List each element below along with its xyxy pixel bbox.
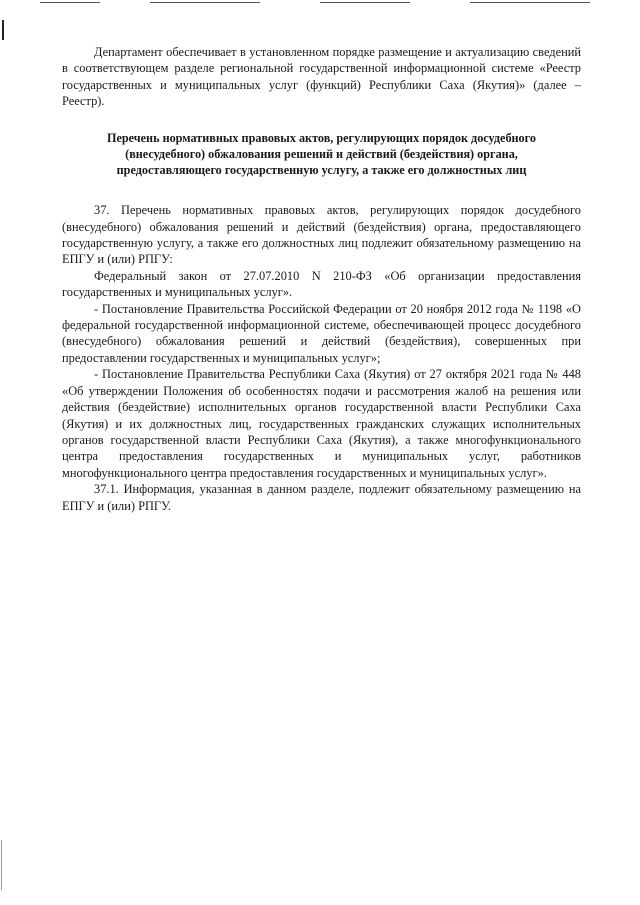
- decree-448: - Постановление Правительства Республики Саха (Якутия) от 27 октября 2021 года № 448 «Об утверждении Положения об особенностях подачи и рассмотрения жалоб на решения или действия (бездействие) исполнительных органов государственной власти Республики Саха (Якутия) и их должностных лиц, государственных гражданских служащих исполнительных органов государственной власти Республики Саха (Якутия), а также многофункционального центра предоставления государственных и муниципальных услуг, работников многофункционального центра предоставления государственных и муниципальных услуг».: [62, 367, 581, 480]
- scan-top-edge: [0, 0, 640, 6]
- paragraph-37: 37. Перечень нормативных правовых актов, регулирующих порядок досудебного (внесудебного) обжалования решений и действий (бездействия) органа, предоставляющего государственную услугу, а также его должностных лиц подлежит обязательному размещению на ЕПГУ и (или) РПГУ:: [62, 203, 581, 267]
- law-210fz: Федеральный закон от 27.07.2010 N 210-ФЗ «Об организации предоставления государственных и муниципальных услуг».: [62, 268, 581, 300]
- intro-paragraph: Департамент обеспечивает в установленном порядке размещение и актуализацию сведений в соответствующем разделе региональной государственной информационной системе «Реестр государственных и муниципальных услуг (функций) Республики Саха (Якутия)» (далее – Реестр).: [62, 45, 581, 109]
- scan-left-mark: [2, 20, 4, 40]
- scan-left-mark-bottom: [1, 840, 2, 890]
- section-title: Перечень нормативных правовых актов, регулирующих порядок досудебного (внесудебного) обжалования решений и действий (бездействия) органа, предоставляющего государственную услугу, а также его должностных лиц: [107, 130, 536, 178]
- decree-1198: - Постановление Правительства Российской Федерации от 20 ноября 2012 года № 1198 «О федеральной государственной информационной системе, обеспечивающей процесс досудебного (внесудебного) обжалования решений и действий (бездействия), совершенных при предоставлении государственных и муниципальных услуг»;: [62, 301, 581, 365]
- document-page: [62, 44, 581, 514]
- paragraph-37-1: 37.1. Информация, указанная в данном разделе, подлежит обязательному размещению на ЕПГУ и (или) РПГУ.: [62, 482, 581, 513]
